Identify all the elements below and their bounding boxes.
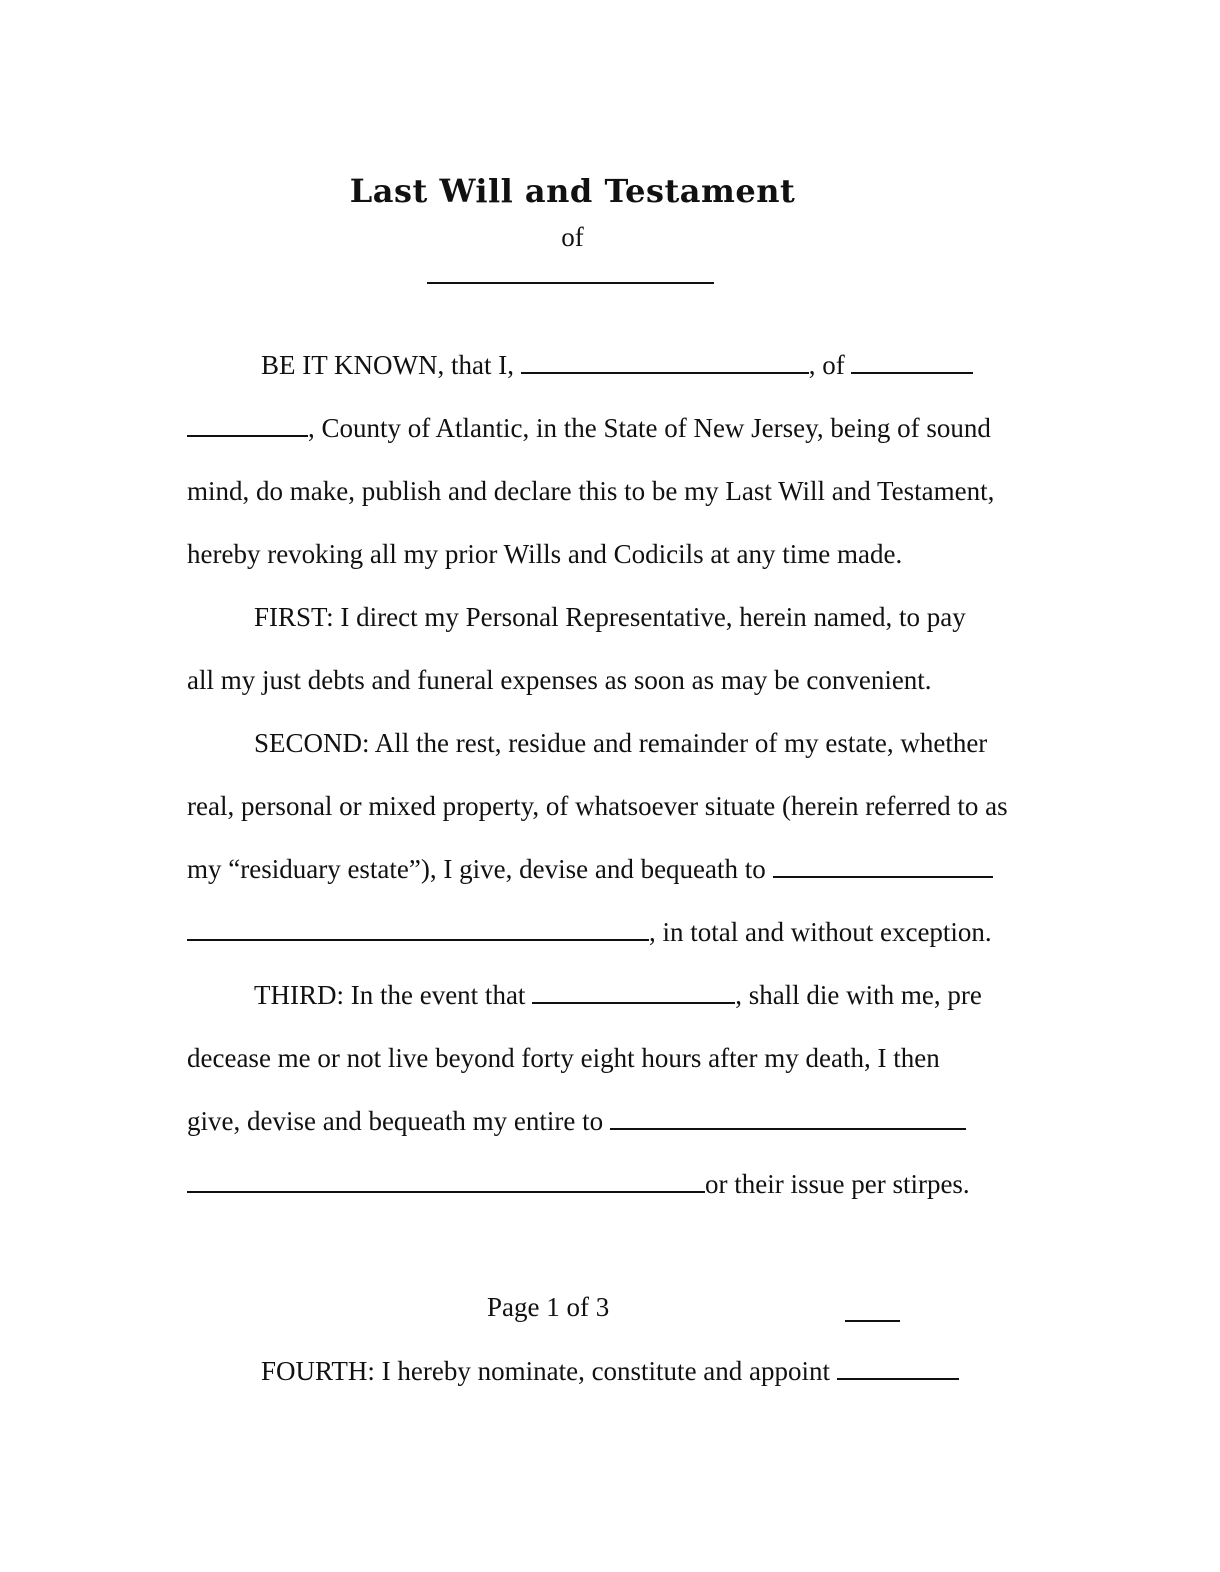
primary-beneficiary-field[interactable]	[532, 980, 735, 1004]
second-line-4: , in total and without exception.	[187, 916, 992, 948]
third-line-1: THIRD: In the event that , shall die with me, pre	[254, 980, 982, 1010]
first-line-2: all my just debts and funeral expenses as soon as may be convenient.	[187, 665, 932, 695]
third-line-3: give, devise and bequeath my entire to	[187, 1105, 966, 1137]
beneficiary-field-part2[interactable]	[187, 917, 649, 941]
city-field-part2[interactable]	[187, 413, 308, 437]
intro-line-2: , County of Atlantic, in the State of New Jersey, being of sound	[187, 412, 991, 444]
alternate-beneficiary-field-part1[interactable]	[610, 1106, 966, 1130]
third-line-4: or their issue per stirpes.	[187, 1168, 970, 1200]
fourth-line-1: FOURTH: I hereby nominate, constitute and appoint	[261, 1355, 959, 1387]
second-line-1: SECOND: All the rest, residue and remainder of my estate, whether	[254, 728, 988, 758]
third-line-2: decease me or not live beyond forty eight hours after my death, I then	[187, 1043, 940, 1073]
intro-line-3: mind, do make, publish and declare this to be my Last Will and Testament,	[187, 476, 995, 506]
document-title: Last Will and Testament	[349, 172, 796, 210]
testator-name-blank[interactable]	[427, 282, 714, 284]
testator-name-field[interactable]	[521, 350, 809, 374]
intro-line-4: hereby revoking all my prior Wills and Codicils at any time made.	[187, 539, 903, 569]
beneficiary-field-part1[interactable]	[773, 854, 993, 878]
first-line-1: FIRST: I direct my Personal Representative, herein named, to pay	[254, 602, 966, 632]
second-line-3: my “residuary estate”), I give, devise and bequeath to	[187, 853, 993, 885]
second-line-2: real, personal or mixed property, of whatsoever situate (herein referred to as	[187, 791, 1008, 821]
initials-field[interactable]	[845, 1320, 900, 1322]
city-field-part1[interactable]	[851, 350, 973, 374]
intro-line-1: BE IT KNOWN, that I, , of	[261, 349, 973, 381]
representative-field[interactable]	[837, 1356, 959, 1380]
alternate-beneficiary-field-part2[interactable]	[187, 1169, 705, 1193]
page-number: Page 1 of 3	[487, 1292, 610, 1322]
of-label: of	[561, 222, 584, 252]
